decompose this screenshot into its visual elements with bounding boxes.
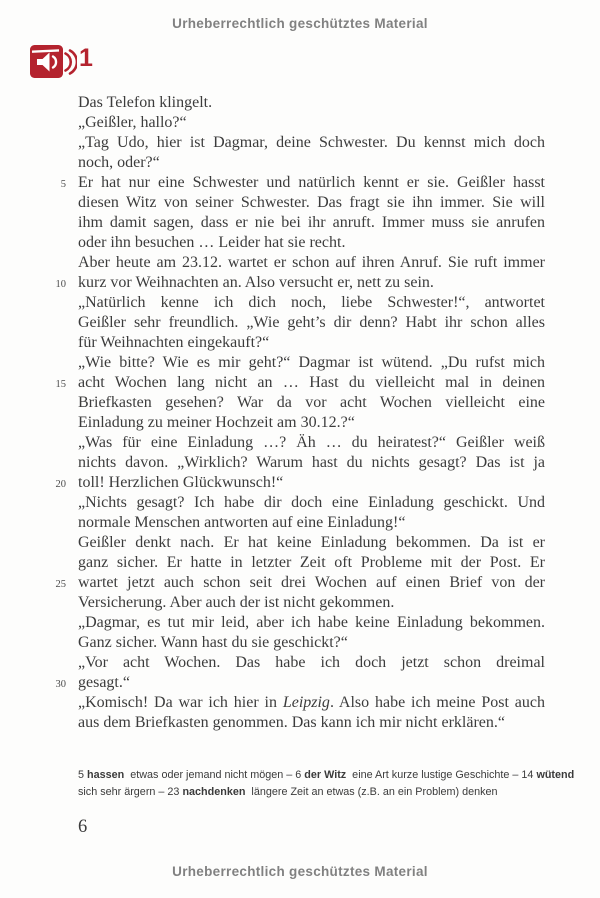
line-number <box>28 153 66 173</box>
line-text: kurz vor Weihnachten an. Also versucht er, nett zu sein. <box>78 274 434 291</box>
line-text: Briefkasten gesehen? War da vor acht Wochen vielleicht eine <box>78 394 545 411</box>
line-text: ganz sicher. Er hatte in letzter Zeit oft Probleme mit der Post. Er <box>78 554 545 571</box>
line-text: Er hat nur eine Schwester und natürlich kennt er sie. Geißler hasst <box>78 174 545 191</box>
line-number <box>28 93 66 113</box>
text-line <box>28 673 547 693</box>
text-line <box>28 633 547 653</box>
line-text: Geißler sehr freundlich. „Wie geht’s dir denn? Habt ihr schon alles <box>78 314 545 331</box>
line-text: „Vor acht Wochen. Das habe ich doch jetzt schon dreimal <box>78 654 545 671</box>
audio-track-badge <box>29 41 77 83</box>
text-line <box>28 493 547 513</box>
line-number: 5 <box>60 179 66 190</box>
line-number <box>28 433 66 453</box>
text-segment: „Komisch! Da war ich hier in <box>78 694 283 711</box>
text-line <box>28 393 547 413</box>
text-line <box>28 213 547 233</box>
line-text: wartet jetzt auch schon seit drei Wochen auf einen Brief von der <box>78 574 545 591</box>
line-text: Das Telefon klingelt. <box>78 94 213 111</box>
text-line <box>28 713 547 733</box>
text-line <box>28 233 547 253</box>
footnote-term: nachdenken <box>182 786 246 798</box>
text-line <box>28 293 547 313</box>
line-number <box>28 613 66 633</box>
footnote-definition: eine Art kurze lustige Geschichte – 14 <box>349 769 537 781</box>
text-line <box>28 313 547 333</box>
line-number <box>28 653 66 673</box>
line-number: 20 <box>55 479 66 490</box>
line-number <box>28 533 66 553</box>
text-line <box>28 153 547 173</box>
text-line <box>28 133 547 153</box>
line-text: ihm damit sagen, dass er nie bei ihr anruft. Immer muss sie anrufen <box>78 214 545 231</box>
text-line <box>28 413 547 433</box>
text-line <box>28 173 547 193</box>
line-text: „Geißler, hallo?“ <box>78 114 187 131</box>
footnote-line <box>78 767 578 784</box>
line-text: Ganz sicher. Wann hast du sie geschickt?“ <box>78 634 348 651</box>
audio-track-number: 1 <box>79 44 93 72</box>
line-text: oder ihn besuchen … Leider hat sie recht. <box>78 234 346 251</box>
line-number <box>28 133 66 153</box>
line-text: „Nichts gesagt? Ich habe dir doch eine Einladung geschickt. Und <box>78 494 545 511</box>
footnote-definition: längere Zeit an etwas (z.B. an ein Problem) denken <box>248 786 498 798</box>
line-text: für Weihnachten eingekauft?“ <box>78 334 270 351</box>
line-number <box>28 633 66 653</box>
line-text: Geißler denkt nach. Er hat keine Einladung bekommen. Da ist er <box>78 534 545 551</box>
text-line <box>28 333 547 353</box>
text-line <box>28 473 547 493</box>
line-text <box>78 693 545 713</box>
line-number <box>28 333 66 353</box>
text-line <box>28 93 547 113</box>
line-text: „Dagmar, es tut mir leid, aber ich habe keine Einladung bekommen. <box>78 614 545 631</box>
text-line <box>28 693 547 713</box>
line-number <box>28 413 66 433</box>
line-number: 10 <box>55 279 66 290</box>
line-text: Einladung zu meiner Hochzeit am 30.12.?“ <box>78 414 355 431</box>
line-text: acht Wochen lang nicht an … Hast du vielleicht mal in deinen <box>78 374 545 391</box>
line-text: diesen Witz von seiner Schwester. Das fragt sie ihn immer. Sie will <box>78 194 545 211</box>
italic-text-segment: Leipzig <box>282 694 330 711</box>
text-line <box>28 113 547 133</box>
line-text: noch, oder?“ <box>78 154 160 171</box>
text-line <box>28 373 547 393</box>
line-number <box>28 313 66 333</box>
text-line <box>28 553 547 573</box>
text-line <box>28 353 547 373</box>
line-text: toll! Herzlichen Glückwunsch!“ <box>78 474 284 491</box>
text-line <box>28 593 547 613</box>
text-line <box>28 253 547 273</box>
audiobook-speaker-icon <box>29 41 77 83</box>
line-number <box>28 493 66 513</box>
line-text: „Wie bitte? Wie es mir geht?“ Dagmar ist wütend. „Du rufst mich <box>78 354 545 371</box>
text-line <box>28 573 547 593</box>
line-text: „Natürlich kenne ich dich noch, liebe Schwester!“, antwortet <box>78 294 545 311</box>
line-text: „Was für eine Einladung …? Äh … du heiratest?“ Geißler weiß <box>78 434 545 451</box>
reading-text-block <box>28 93 547 733</box>
line-text: aus dem Briefkasten genommen. Das kann ich mir nicht erklären.“ <box>78 714 505 731</box>
line-number <box>28 513 66 533</box>
line-number <box>28 353 66 373</box>
footnote-term: der Witz <box>304 769 347 781</box>
text-line <box>28 533 547 553</box>
text-line <box>28 653 547 673</box>
page-number: 6 <box>78 817 88 837</box>
line-number <box>28 293 66 313</box>
footnote-definition: etwas oder jemand nicht mögen – 6 <box>127 769 305 781</box>
line-number <box>28 193 66 213</box>
line-text: Aber heute am 23.12. wartet er schon auf ihren Anruf. Sie ruft immer <box>78 254 545 271</box>
line-text: Versicherung. Aber auch der ist nicht gekommen. <box>78 594 395 611</box>
line-text: „Tag Udo, hier ist Dagmar, deine Schwester. Du kennst mich doch <box>78 134 545 151</box>
text-line <box>28 433 547 453</box>
line-text: gesagt.“ <box>78 674 130 691</box>
line-number <box>28 593 66 613</box>
text-line <box>28 273 547 293</box>
line-number <box>28 213 66 233</box>
line-number: 25 <box>55 579 66 590</box>
line-number <box>28 393 66 413</box>
footnote-term: hassen <box>87 769 125 781</box>
footnote-line <box>78 784 578 801</box>
footnote-term: wütend <box>536 769 575 781</box>
text-line <box>28 513 547 533</box>
footnote-definition: sich sehr ärgern – 23 <box>78 786 183 798</box>
line-number <box>28 453 66 473</box>
line-number: 30 <box>55 679 66 690</box>
line-number <box>28 553 66 573</box>
vocabulary-footnote <box>78 767 578 801</box>
line-number <box>28 693 66 713</box>
line-number <box>28 233 66 253</box>
text-line <box>28 193 547 213</box>
copyright-watermark-bottom: Urheberrechtlich geschütztes Material <box>172 864 428 879</box>
line-number <box>28 253 66 273</box>
line-number: 15 <box>55 379 66 390</box>
text-line <box>28 613 547 633</box>
line-text: normale Menschen antworten auf eine Einladung!“ <box>78 514 406 531</box>
footnote-definition: 5 <box>78 769 88 781</box>
line-text: nichts davon. „Wirklich? Warum hast du nichts gesagt? Das ist ja <box>78 454 545 471</box>
text-segment: . Also habe ich meine Post auch <box>329 694 545 711</box>
line-number <box>28 713 66 733</box>
text-line <box>28 453 547 473</box>
copyright-watermark-top: Urheberrechtlich geschütztes Material <box>172 16 428 31</box>
line-number <box>28 113 66 133</box>
